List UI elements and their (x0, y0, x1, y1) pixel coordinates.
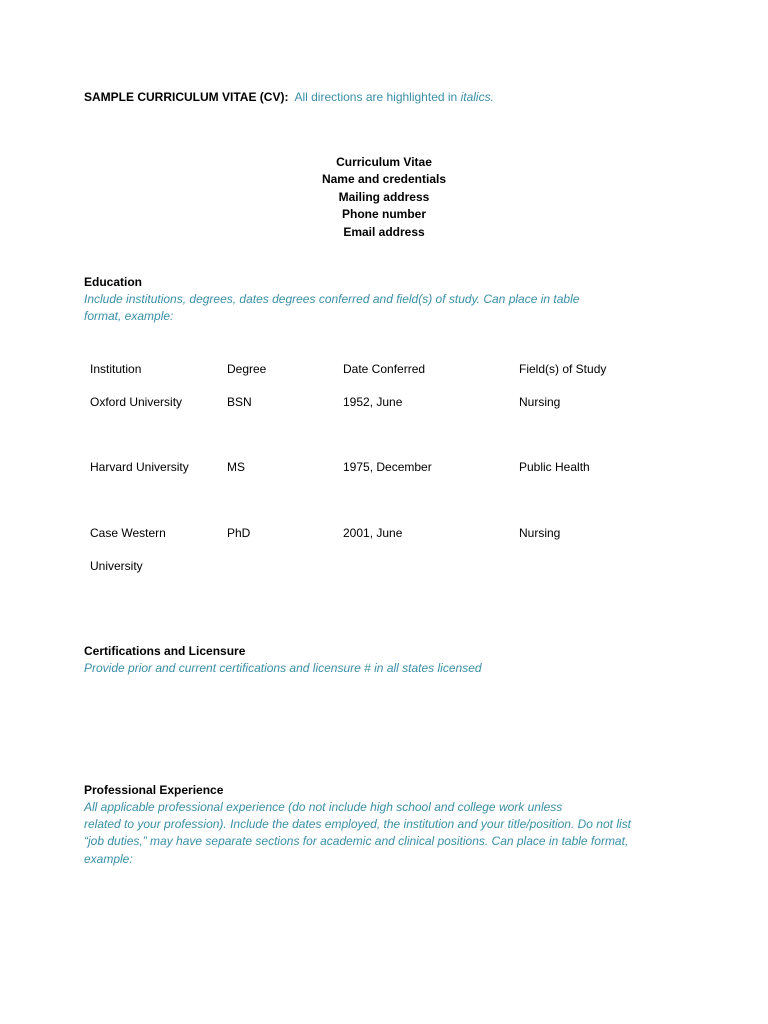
table-row-field: Nursing (519, 526, 561, 540)
table-row-institution: Case Western (90, 526, 166, 540)
table-row-institution: Harvard University (90, 460, 189, 474)
header-label: SAMPLE CURRICULUM VITAE (CV): (84, 90, 289, 104)
column-header-field: Field(s) of Study (519, 362, 607, 376)
education-title: Education (84, 275, 143, 289)
cv-title: Curriculum Vitae (336, 155, 432, 169)
experience-title: Professional Experience (84, 783, 224, 797)
table-row-institution: Oxford University (90, 395, 183, 409)
column-header-institution: Institution (90, 362, 142, 376)
table-row-date: 1952, June (343, 395, 403, 409)
table-row-date: 1975, December (343, 460, 432, 474)
table-row-field: Public Health (519, 460, 590, 474)
experience-direction: All applicable professional experience (do not include high school and college work unless related to your profession). Include the dates employed, the institution and your title/position. Do not list “job duties,” may have separate sections for academic and clinical positions. Can place in table format, example: (84, 800, 631, 866)
document-header (84, 89, 494, 105)
column-header-degree: Degree (227, 362, 267, 376)
mailing-address: Mailing address (338, 189, 430, 204)
certifications-title: Certifications and Licensure (84, 644, 246, 658)
contact-block (0, 154, 768, 241)
email-address: Email address (343, 224, 425, 239)
certifications-direction: Provide prior and current certifications and licensure # in all states licensed (84, 661, 482, 675)
table-row-degree: MS (227, 460, 245, 474)
education-direction: Include institutions, degrees, dates degrees conferred and field(s) of study. Can place in table format, example: (84, 292, 580, 324)
table-row-degree: BSN (227, 395, 252, 409)
name-credentials: Name and credentials (321, 172, 447, 187)
column-header-date: Date Conferred (343, 362, 426, 376)
header-direction: All directions are highlighted in italics. (294, 90, 494, 104)
table-row-degree: PhD (227, 526, 251, 540)
table-row-date: 2001, June (343, 526, 403, 540)
phone-number: Phone number (341, 207, 426, 222)
table-row-institution-cont: University (90, 559, 143, 573)
table-row-field: Nursing (519, 395, 561, 409)
